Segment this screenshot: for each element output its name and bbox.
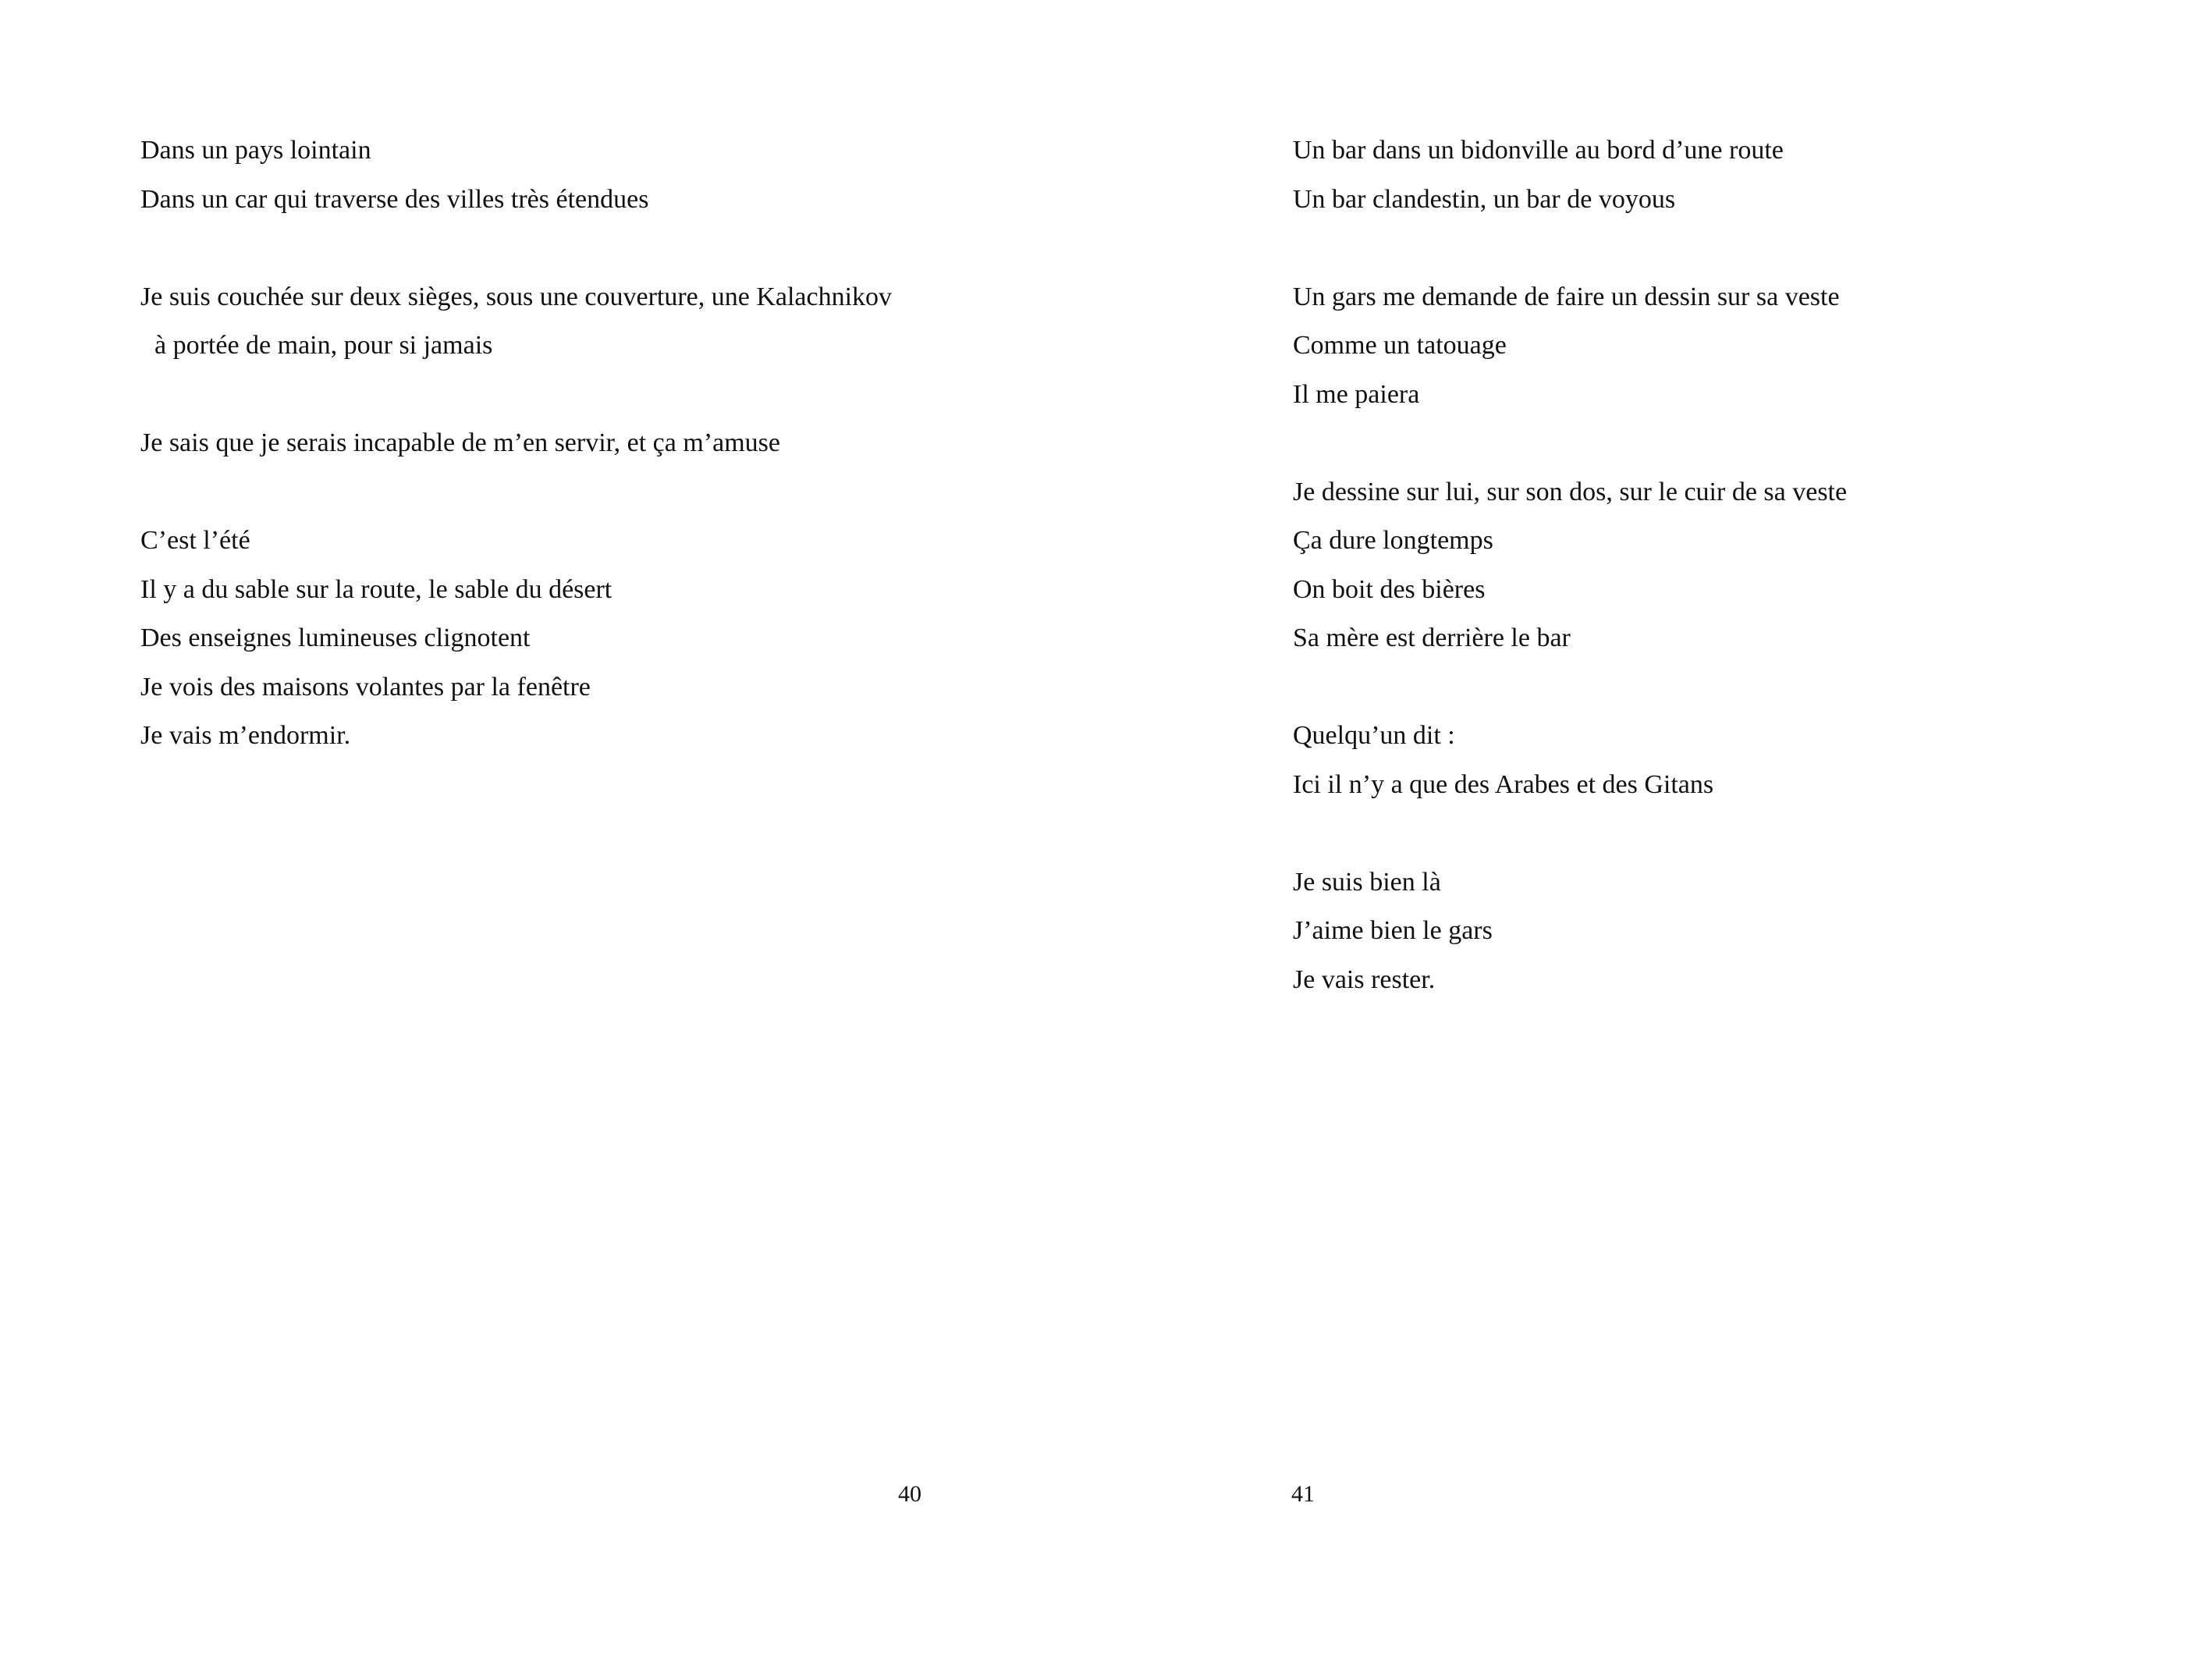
poem-line: Il y a du sable sur la route, le sable du désert — [140, 574, 612, 604]
poem-line: On boit des bières — [1293, 574, 1486, 604]
poem-line: Ici il n’y a que des Arabes et des Gitans — [1293, 769, 1714, 799]
poem-line: Je suis bien là — [1293, 867, 1441, 897]
page-number-right: 41 — [1291, 1481, 1315, 1507]
poem-line: Je suis couchée sur deux sièges, sous une couverture, une Kalachnikov — [140, 282, 893, 311]
poem-line: Je vois des maisons volantes par la fenêtre — [140, 672, 591, 702]
poem-line: Je sais que je serais incapable de m’en servir, et ça m’amuse — [140, 428, 780, 457]
page-number-left: 40 — [898, 1481, 921, 1507]
poem-line: Ça dure longtemps — [1293, 526, 1493, 555]
poem-line: C’est l’été — [140, 526, 250, 555]
poem-line: Il me paiera — [1293, 379, 1420, 409]
poem-line: Dans un pays lointain — [140, 136, 371, 165]
stanza-break — [140, 468, 892, 517]
right-page — [1106, 0, 2212, 1659]
stanza-break — [1293, 224, 1847, 273]
stanza-break — [140, 371, 892, 420]
stanza-break — [1293, 809, 1847, 858]
poem-text-left — [140, 126, 892, 761]
poem-text-right — [1293, 126, 1847, 1004]
poem-line: Dans un car qui traverse des villes très étendues — [140, 184, 649, 214]
stanza-break — [1293, 663, 1847, 712]
poem-line: Je vais rester. — [1293, 964, 1436, 994]
poem-line: Un gars me demande de faire un dessin sur sa veste — [1293, 282, 1840, 311]
poem-line: à portée de main, pour si jamais — [154, 331, 493, 360]
poem-line: Je vais m’endormir. — [140, 721, 351, 750]
poem-line: Quelqu’un dit : — [1293, 721, 1455, 750]
poem-line: Sa mère est derrière le bar — [1293, 623, 1571, 652]
poem-line: Je dessine sur lui, sur son dos, sur le cuir de sa veste — [1293, 477, 1848, 506]
poem-line: J’aime bien le gars — [1293, 916, 1493, 945]
stanza-break — [140, 224, 892, 273]
poem-line: Un bar dans un bidonville au bord d’une route — [1293, 136, 1784, 165]
poem-line: Un bar clandestin, un bar de voyous — [1293, 184, 1676, 214]
stanza-break — [1293, 419, 1847, 468]
poem-line: Comme un tatouage — [1293, 331, 1507, 360]
poem-line: Des enseignes lumineuses clignotent — [140, 623, 531, 652]
